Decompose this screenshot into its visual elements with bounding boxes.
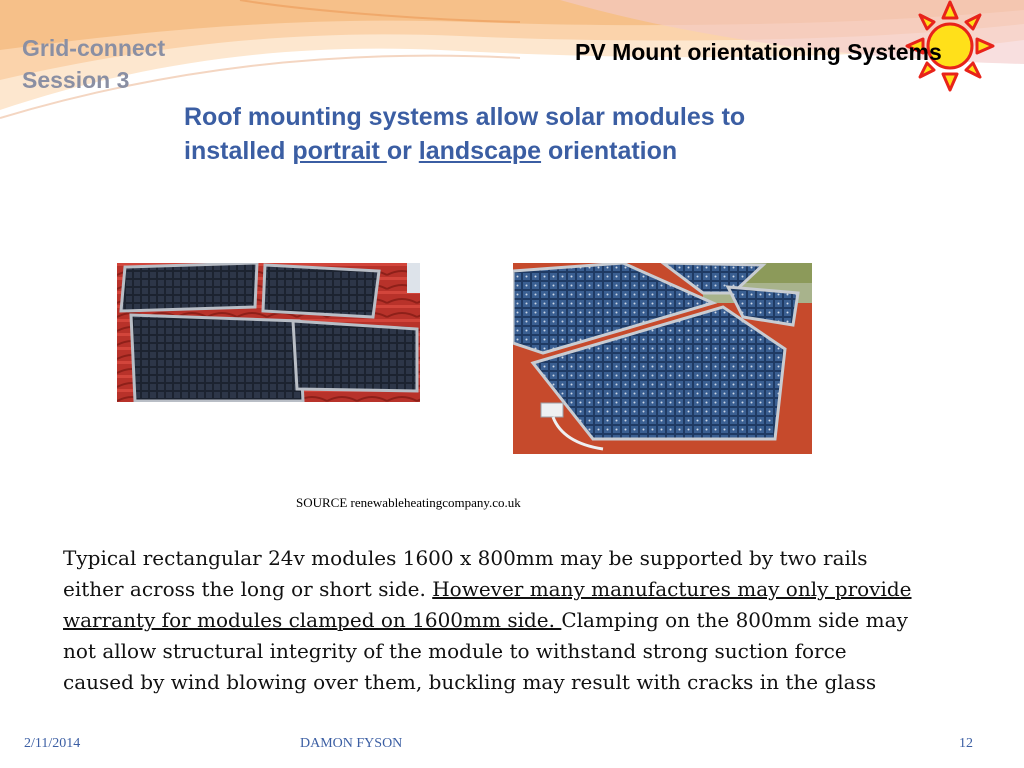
- portrait-link[interactable]: portrait: [292, 137, 387, 165]
- landscape-link[interactable]: landscape: [418, 137, 542, 165]
- solar-panels-portrait-photo: [117, 263, 420, 402]
- session-label: [22, 32, 165, 96]
- footer-author: DAMON FYSON: [300, 736, 403, 751]
- footer-date: 2/11/2014: [24, 736, 81, 751]
- subheading-part-3: orientation: [541, 137, 678, 165]
- session-line-1: Grid-connect: [22, 35, 166, 61]
- subheading-part-1: Roof mounting systems allow solar modules to installed: [184, 103, 746, 165]
- slide-title: PV Mount orientationing Systems: [575, 39, 942, 65]
- warranty-note: However many manufactures may only provide warranty for modules clamped on 1600mm side.: [63, 577, 912, 632]
- solar-panels-landscape-photo: [513, 263, 812, 454]
- source-note: SOURCE renewableheatingcompany.co.uk: [296, 495, 521, 510]
- body-part-2: Clamping on the 800mm side may not allow structural integrity of the module to withstand strong suction force caused by wind blowing over them, buckling may result with cracks in the glass: [63, 608, 908, 694]
- body-part-1: Typical rectangular 24v modules 1600 x 800mm may be supported by two rails either across the long or short side.: [63, 546, 868, 601]
- session-line-2: Session 3: [22, 67, 130, 93]
- body-paragraph: [63, 543, 923, 698]
- subheading: [184, 100, 784, 168]
- subheading-part-2: or: [386, 137, 419, 165]
- page-number: 12: [959, 736, 973, 751]
